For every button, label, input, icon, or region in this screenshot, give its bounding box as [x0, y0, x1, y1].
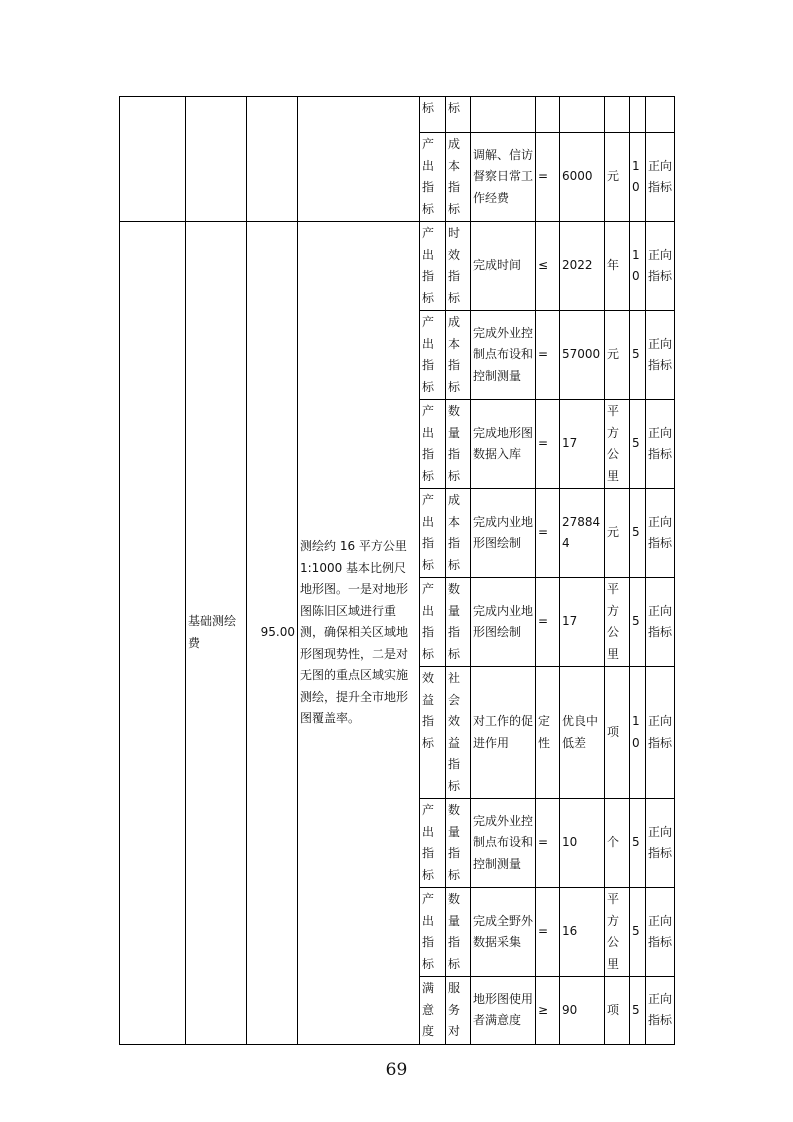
level2-indicator: [446, 133, 471, 222]
unit-cell-text: 元: [607, 525, 620, 540]
category-cell: [120, 222, 186, 1045]
operator-symbol: [536, 97, 560, 133]
target-value: 优良中低差: [560, 667, 605, 799]
target-value: 90: [560, 977, 605, 1045]
indicator-name: 完成外业控制点布设和控制测量: [471, 311, 536, 400]
indicator-name: 完成地形图数据入库: [471, 400, 536, 489]
target-value: 2022: [560, 222, 605, 311]
level1-indicator: [420, 489, 446, 578]
project-cell-prev: [186, 97, 247, 222]
indicator-name: 完成内业地形图绘制: [471, 578, 536, 667]
operator-symbol: =: [536, 799, 560, 888]
level1-indicator: [420, 977, 446, 1045]
level2-indicator-text: 成本指标: [448, 137, 461, 216]
unit-cell-text: 平方公里: [607, 892, 620, 971]
direction-cell: 正向指标: [646, 400, 675, 489]
level1-indicator-text: 产出指标: [422, 582, 435, 661]
weight-cell: 5: [630, 400, 646, 489]
level2-indicator: [446, 400, 471, 489]
level1-indicator: [420, 578, 446, 667]
level1-indicator-text: 产出指标: [422, 226, 435, 305]
weight-cell: 5: [630, 489, 646, 578]
level1-indicator: [420, 799, 446, 888]
unit-cell: [605, 888, 630, 977]
level1-indicator-text: 产出指标: [422, 315, 435, 394]
unit-cell-text: 元: [607, 169, 620, 184]
unit-cell-text: 项: [607, 724, 620, 739]
weight-cell: 5: [630, 311, 646, 400]
level2-indicator-text: 社会效益指标: [448, 671, 461, 793]
direction-cell: 正向指标: [646, 489, 675, 578]
target-value: 10: [560, 799, 605, 888]
level1-indicator: [420, 97, 446, 133]
level2-indicator: [446, 977, 471, 1045]
indicator-name: 完成全野外数据采集: [471, 888, 536, 977]
operator-symbol: =: [536, 400, 560, 489]
level2-indicator: [446, 667, 471, 799]
unit-cell-text: 元: [607, 347, 620, 362]
unit-cell-text: 个: [607, 835, 620, 850]
table-row: [120, 222, 675, 311]
page-number: 69: [385, 1060, 408, 1080]
direction-cell: 正向指标: [646, 133, 675, 222]
indicator-name: 完成外业控制点布设和控制测量: [471, 799, 536, 888]
direction-cell: 正向指标: [646, 888, 675, 977]
indicator-name: 完成内业地形图绘制: [471, 489, 536, 578]
target-value: 17: [560, 400, 605, 489]
unit-cell: [605, 222, 630, 311]
level2-indicator-text: 数量指标: [448, 803, 461, 882]
indicator-name: [471, 97, 536, 133]
performance-table: [119, 96, 675, 1045]
weight-cell: 10: [630, 133, 646, 222]
direction-cell: 正向指标: [646, 667, 675, 799]
unit-cell: [605, 799, 630, 888]
level1-indicator: [420, 888, 446, 977]
direction-cell: 正向指标: [646, 311, 675, 400]
direction-cell: 正向指标: [646, 222, 675, 311]
level2-indicator: [446, 799, 471, 888]
unit-cell-text: 项: [607, 1002, 620, 1017]
target-value: 6000: [560, 133, 605, 222]
project-name: 基础测绘费: [186, 222, 247, 1045]
operator-symbol: =: [536, 311, 560, 400]
direction-cell: 正向指标: [646, 799, 675, 888]
level2-indicator: [446, 578, 471, 667]
direction-cell: 正向指标: [646, 578, 675, 667]
weight-cell: [630, 97, 646, 133]
amount-cell-prev: [247, 97, 298, 222]
level1-indicator-text: 产出指标: [422, 803, 435, 882]
level2-indicator-text: 数量指标: [448, 582, 461, 661]
operator-symbol: 定性: [536, 667, 560, 799]
operator-symbol: =: [536, 133, 560, 222]
level2-indicator-text: 成本指标: [448, 493, 461, 572]
level1-indicator-text: 产出指标: [422, 493, 435, 572]
unit-cell: [605, 667, 630, 799]
level1-indicator: [420, 133, 446, 222]
operator-symbol: =: [536, 578, 560, 667]
unit-cell-text: 平方公里: [607, 582, 620, 661]
project-amount: 95.00: [247, 222, 298, 1045]
target-value: 16: [560, 888, 605, 977]
indicator-name: 调解、信访督察日常工作经费: [471, 133, 536, 222]
unit-cell: [605, 489, 630, 578]
indicator-name: 完成时间: [471, 222, 536, 311]
weight-cell: 10: [630, 222, 646, 311]
desc-cell-prev: [298, 97, 420, 222]
level1-indicator: [420, 667, 446, 799]
unit-cell: [605, 97, 630, 133]
level1-indicator-text: 标: [422, 101, 435, 115]
direction-cell: [646, 97, 675, 133]
indicator-name: 地形图使用者满意度: [471, 977, 536, 1045]
level2-indicator-text: 时效指标: [448, 226, 461, 305]
project-description: 测绘约 16 平方公里 1:1000 基本比例尺地形图。一是对地形图陈旧区域进行重测，确保相关区域地形图现势性，二是对无图的重点区域实施测绘，提升全市地形图覆盖率。: [298, 222, 420, 1045]
unit-cell: [605, 400, 630, 489]
level1-indicator-text: 产出指标: [422, 892, 435, 971]
level2-indicator-text: 数量指标: [448, 892, 461, 971]
operator-symbol: ≥: [536, 977, 560, 1045]
weight-cell: 5: [630, 888, 646, 977]
level2-indicator-text: 成本指标: [448, 315, 461, 394]
weight-cell: 5: [630, 799, 646, 888]
level2-indicator: [446, 888, 471, 977]
level1-indicator-text: 产出指标: [422, 404, 435, 483]
level2-indicator: [446, 311, 471, 400]
target-value: 17: [560, 578, 605, 667]
indicator-name: 对工作的促进作用: [471, 667, 536, 799]
weight-cell: 10: [630, 667, 646, 799]
level2-indicator: [446, 222, 471, 311]
level2-indicator: [446, 97, 471, 133]
level2-indicator-text: 标: [448, 101, 461, 115]
operator-symbol: ≤: [536, 222, 560, 311]
level2-indicator: [446, 489, 471, 578]
operator-symbol: =: [536, 888, 560, 977]
level1-indicator-text: 效益指标: [422, 671, 435, 750]
target-value: [560, 97, 605, 133]
level2-indicator-text: 服务对: [448, 981, 461, 1038]
level1-indicator-text: 产出指标: [422, 137, 435, 216]
level1-indicator-text: 满意度: [422, 981, 435, 1038]
level1-indicator: [420, 311, 446, 400]
unit-cell: [605, 977, 630, 1045]
level1-indicator: [420, 400, 446, 489]
level1-indicator: [420, 222, 446, 311]
table-row: [120, 97, 675, 133]
direction-cell: 正向指标: [646, 977, 675, 1045]
unit-cell-text: 平方公里: [607, 404, 620, 483]
unit-cell: [605, 311, 630, 400]
weight-cell: 5: [630, 578, 646, 667]
target-value: 278844: [560, 489, 605, 578]
unit-cell: [605, 133, 630, 222]
target-value: 57000: [560, 311, 605, 400]
category-cell: [120, 97, 186, 222]
level2-indicator-text: 数量指标: [448, 404, 461, 483]
unit-cell-text: 年: [607, 258, 620, 273]
weight-cell: 5: [630, 977, 646, 1045]
operator-symbol: =: [536, 489, 560, 578]
unit-cell: [605, 578, 630, 667]
